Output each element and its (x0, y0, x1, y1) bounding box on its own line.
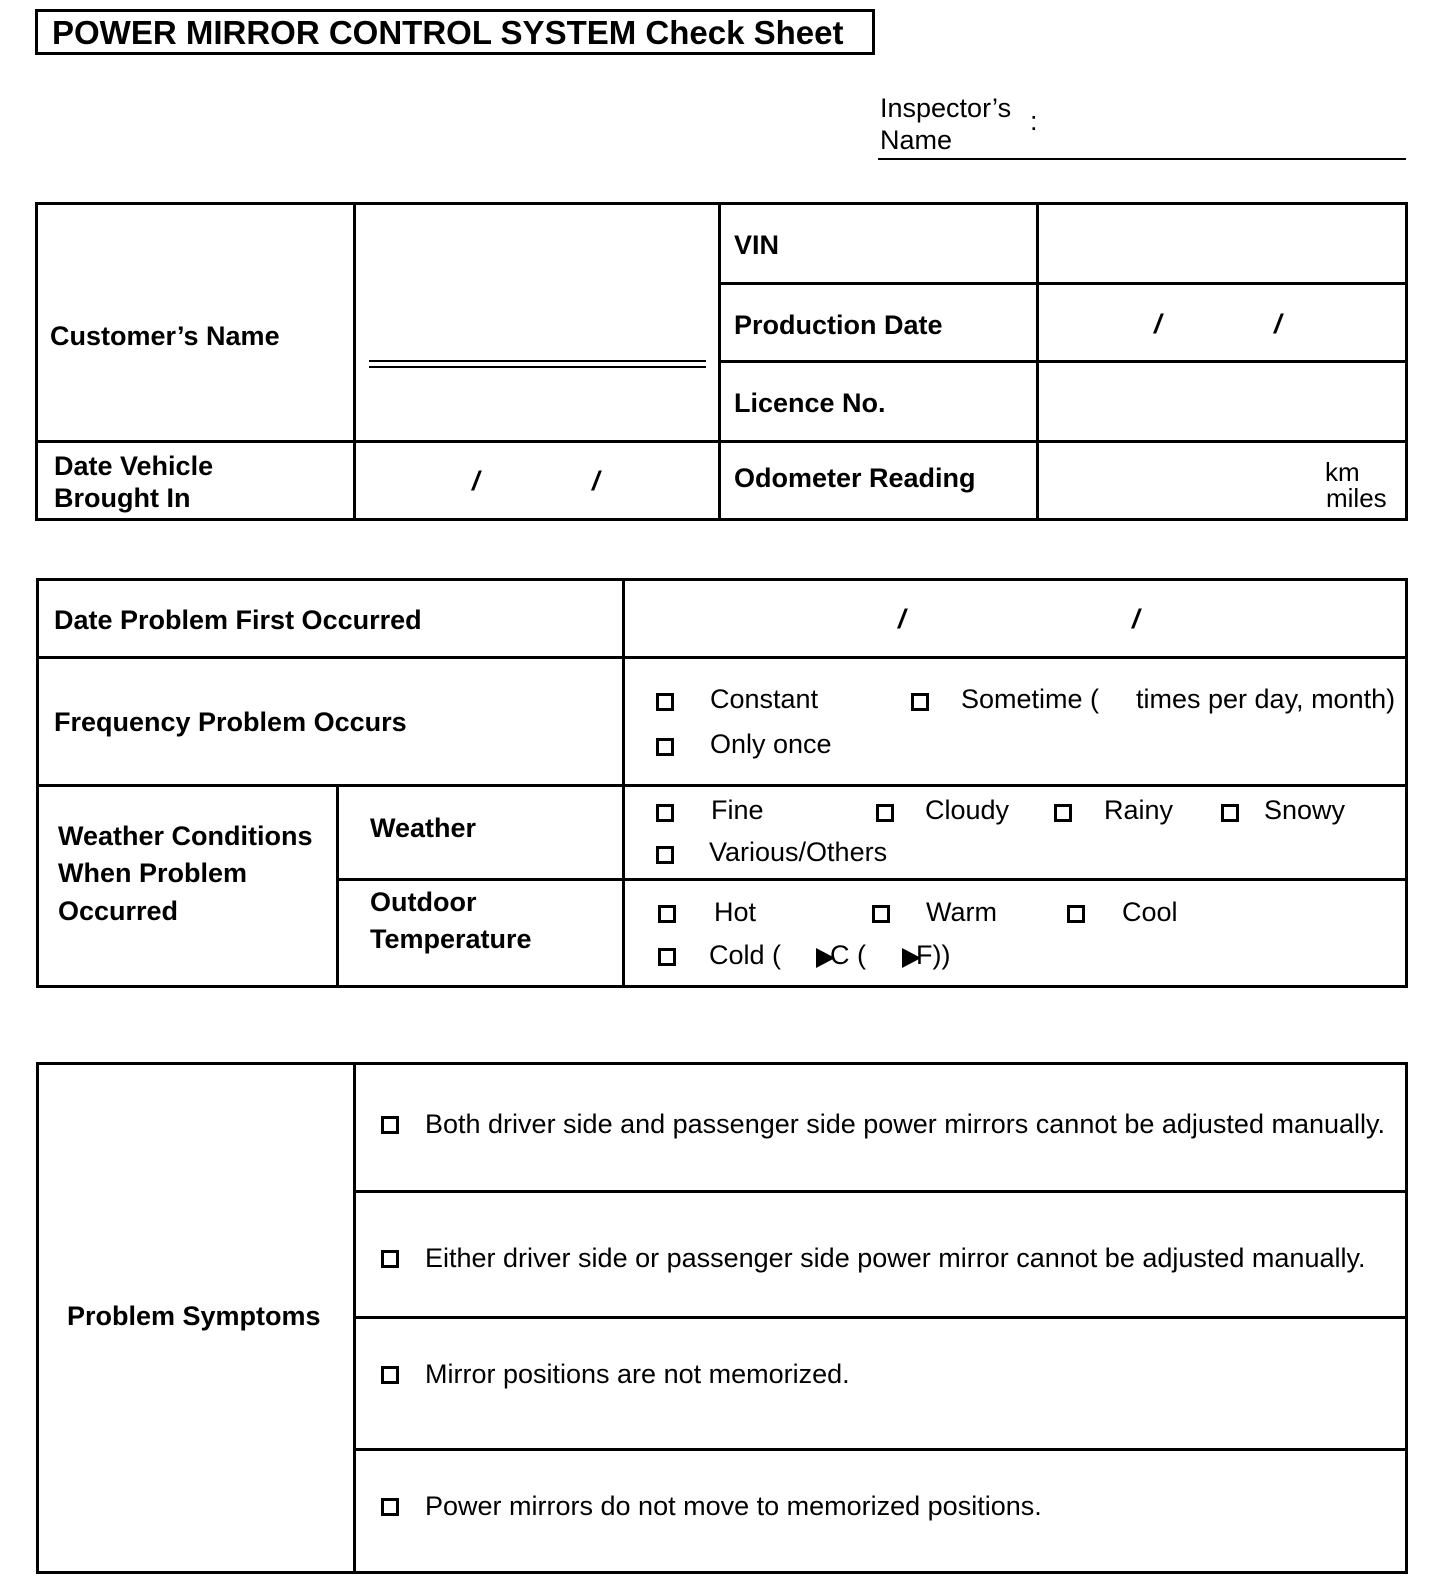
inspector-label-line1: Inspector’s (880, 93, 1012, 123)
date-separator: / (472, 466, 480, 496)
date-brought-in-label-line2: Brought In (54, 483, 191, 513)
date-separator: / (1154, 309, 1162, 339)
production-date-label: Production Date (734, 310, 943, 340)
hot-checkbox[interactable] (658, 905, 676, 923)
customer-name-label: Customer’s Name (50, 321, 280, 351)
snowy-checkbox[interactable] (1221, 804, 1239, 822)
celsius-label: C ( (830, 940, 866, 970)
constant-checkbox[interactable] (656, 693, 674, 711)
symptom-item: Both driver side and passenger side power mirrors cannot be adjusted manually. (425, 1109, 1386, 1139)
fine-checkbox[interactable] (656, 804, 674, 822)
vin-label: VIN (734, 230, 780, 260)
date-separator: / (592, 466, 600, 496)
table-border (1405, 1062, 1408, 1574)
table-divider (353, 1316, 1408, 1319)
problem-symptoms-label: Problem Symptoms (67, 1301, 321, 1331)
table-border (36, 985, 1408, 988)
sometime-option-label: Sometime ( (961, 684, 1100, 714)
inspector-name-field[interactable] (878, 158, 1406, 160)
symptom-checkbox[interactable] (381, 1250, 399, 1268)
table-border (35, 202, 1408, 205)
table-border (36, 578, 39, 988)
cloudy-option-label: Cloudy (925, 795, 1010, 825)
unit-miles: miles (1326, 483, 1387, 513)
cool-option-label: Cool (1122, 897, 1178, 927)
page-title: POWER MIRROR CONTROL SYSTEM Check Sheet (52, 14, 844, 51)
inspector-label-line2: Name (880, 125, 953, 155)
date-separator: / (898, 604, 906, 634)
table-divider (35, 440, 1408, 443)
table-divider (1036, 202, 1039, 521)
table-border (36, 1062, 1408, 1065)
inspector-name-label (880, 92, 1011, 156)
table-divider (353, 1062, 356, 1574)
symptom-item: Power mirrors do not move to memorized positions. (425, 1491, 1042, 1521)
snowy-option-label: Snowy (1264, 795, 1346, 825)
cloudy-checkbox[interactable] (876, 804, 894, 822)
symptom-checkbox[interactable] (381, 1498, 399, 1516)
outdoor-temp-label-line1: Outdoor (370, 887, 477, 917)
fine-option-label: Fine (711, 795, 764, 825)
date-brought-in-label-line1: Date Vehicle (54, 451, 214, 481)
table-divider (336, 784, 339, 988)
table-border (36, 1062, 39, 1574)
sometime-checkbox[interactable] (911, 693, 929, 711)
table-divider (353, 1448, 1408, 1451)
date-separator: / (1132, 604, 1140, 634)
hot-option-label: Hot (714, 897, 757, 927)
table-divider (718, 202, 721, 521)
unit-km: km (1325, 457, 1360, 487)
date-first-occurred-label: Date Problem First Occurred (54, 605, 422, 635)
cold-checkbox[interactable] (658, 948, 676, 966)
table-border (35, 202, 38, 521)
table-divider (720, 360, 1408, 363)
licence-label: Licence No. (734, 388, 886, 418)
fahrenheit-label: F)) (916, 940, 951, 970)
customer-name-field-underline (369, 366, 706, 368)
table-divider (353, 202, 356, 521)
odometer-label: Odometer Reading (734, 463, 976, 493)
sometime-suffix: times per day, month) (1136, 684, 1396, 714)
weather-conditions-label-line1: Weather Conditions (58, 821, 313, 851)
symptom-checkbox[interactable] (381, 1366, 399, 1384)
various-others-checkbox[interactable] (656, 846, 674, 864)
outdoor-temp-label-line2: Temperature (370, 924, 532, 954)
symptom-checkbox[interactable] (381, 1116, 399, 1134)
symptom-item: Either driver side or passenger side power mirror cannot be adjusted manually. (425, 1243, 1366, 1273)
customer-name-field[interactable] (369, 360, 706, 362)
table-divider (36, 784, 1408, 787)
table-divider (353, 1190, 1408, 1193)
rainy-checkbox[interactable] (1054, 804, 1072, 822)
table-divider (720, 282, 1408, 285)
table-border (35, 518, 1408, 521)
rainy-option-label: Rainy (1104, 795, 1174, 825)
table-border (36, 578, 1408, 581)
table-border (36, 1571, 1408, 1574)
various-others-option-label: Various/Others (709, 837, 888, 867)
weather-conditions-label-line3: Occurred (58, 896, 179, 926)
table-border (1405, 578, 1408, 988)
symptom-item: Mirror positions are not memorized. (425, 1359, 850, 1389)
cold-option-label: Cold ( (709, 940, 782, 970)
table-divider (36, 656, 1408, 659)
inspector-colon: : (1030, 106, 1038, 136)
table-divider (336, 878, 1408, 881)
table-border (1405, 202, 1408, 521)
table-divider (622, 578, 625, 988)
only-once-option-label: Only once (710, 729, 832, 759)
weather-label: Weather (370, 813, 477, 843)
frequency-label: Frequency Problem Occurs (54, 707, 407, 737)
warm-checkbox[interactable] (872, 905, 890, 923)
only-once-checkbox[interactable] (656, 738, 674, 756)
date-separator: / (1274, 309, 1282, 339)
weather-conditions-label-line2: When Problem (58, 858, 248, 888)
warm-option-label: Warm (926, 897, 997, 927)
cool-checkbox[interactable] (1067, 905, 1085, 923)
constant-option-label: Constant (710, 684, 819, 714)
